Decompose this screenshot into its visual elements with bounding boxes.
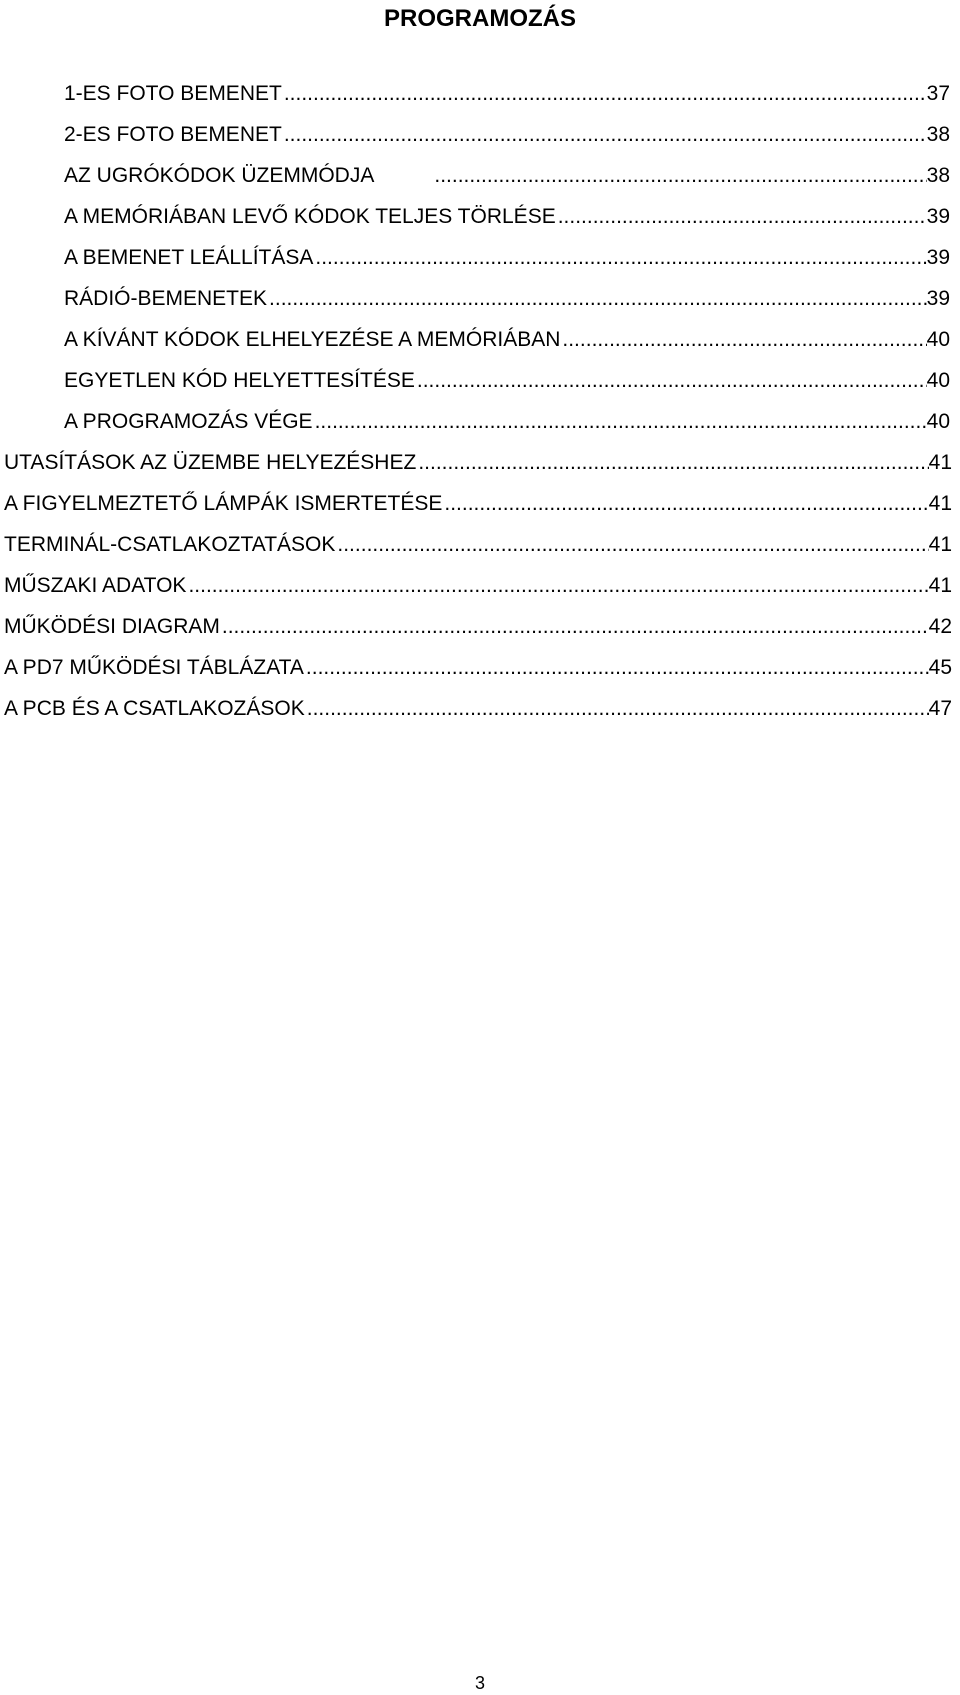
toc-entry-title: A PROGRAMOZÁS VÉGE — [64, 410, 313, 433]
toc-dot-leader — [558, 201, 927, 233]
toc-entry[interactable] — [4, 570, 952, 602]
toc-entry[interactable] — [64, 406, 950, 438]
toc-entry-page: 41 — [928, 574, 952, 597]
toc-entry[interactable] — [4, 529, 952, 561]
toc-entry-page: 38 — [926, 164, 950, 187]
toc-entry-page: 40 — [926, 369, 950, 392]
toc-entry[interactable] — [64, 365, 950, 397]
toc-dot-leader — [222, 611, 929, 643]
toc-entry-page: 39 — [926, 246, 950, 269]
toc-entry-page: 39 — [926, 205, 950, 228]
toc-dot-leader — [269, 283, 927, 315]
toc-entry[interactable] — [64, 242, 950, 274]
toc-dot-leader — [307, 693, 929, 725]
toc-entry[interactable] — [64, 78, 950, 110]
toc-entry-title: A PCB ÉS A CSATLAKOZÁSOK — [4, 697, 305, 720]
toc-entry-title: A BEMENET LEÁLLÍTÁSA — [64, 246, 314, 269]
toc-entry-title: EGYETLEN KÓD HELYETTESÍTÉSE — [64, 369, 415, 392]
toc-entry-page: 41 — [928, 451, 952, 474]
toc-entry[interactable] — [64, 160, 950, 192]
toc-entry-page: 41 — [928, 492, 952, 515]
toc-entry[interactable] — [64, 324, 950, 356]
toc-entry-page: 47 — [928, 697, 952, 720]
toc-dot-leader — [315, 406, 927, 438]
toc-entry-page: 42 — [928, 615, 952, 638]
toc-dot-leader — [284, 78, 927, 110]
toc-entry-title: RÁDIÓ-BEMENETEK — [64, 287, 268, 310]
toc-entry-title: A KÍVÁNT KÓDOK ELHELYEZÉSE A MEMÓRIÁBAN — [64, 328, 561, 351]
toc-entry-title: MŰSZAKI ADATOK — [4, 574, 187, 597]
toc-dot-leader — [315, 242, 926, 274]
toc-entry-page: 40 — [926, 328, 950, 351]
toc-entry-page: 40 — [926, 410, 950, 433]
toc-entry-title: A PD7 MŰKÖDÉSI TÁBLÁZATA — [4, 656, 304, 679]
toc-dot-leader — [284, 119, 927, 151]
toc-entry-title: A FIGYELMEZTETŐ LÁMPÁK ISMERTETÉSE — [4, 492, 443, 515]
toc-dot-leader — [444, 488, 928, 520]
page-number: 3 — [474, 1673, 485, 1693]
toc-entry-page: 41 — [928, 533, 952, 556]
toc-entry-title: UTASÍTÁSOK AZ ÜZEMBE HELYEZÉSHEZ — [4, 451, 417, 474]
toc-entry-page: 38 — [926, 123, 950, 146]
toc-entry[interactable] — [4, 693, 952, 725]
toc-entry[interactable] — [64, 201, 950, 233]
toc-entry-page: 37 — [926, 82, 950, 105]
table-of-contents — [0, 0, 960, 780]
toc-entry[interactable] — [4, 652, 952, 684]
toc-dot-leader — [562, 324, 926, 356]
toc-dot-leader — [306, 652, 929, 684]
toc-dot-leader — [434, 160, 926, 192]
toc-entry-title: A MEMÓRIÁBAN LEVŐ KÓDOK TELJES TÖRLÉSE — [64, 205, 556, 228]
toc-entry-page: 39 — [926, 287, 950, 310]
toc-dot-leader — [188, 570, 928, 602]
page-title: PROGRAMOZÁS — [384, 5, 576, 32]
toc-entry[interactable] — [4, 447, 952, 479]
toc-entry[interactable] — [4, 611, 952, 643]
toc-entry[interactable] — [4, 488, 952, 520]
toc-entry-title: AZ UGRÓKÓDOK ÜZEMMÓDJA — [64, 164, 375, 187]
toc-dot-leader — [418, 447, 928, 479]
toc-entry-page: 45 — [928, 656, 952, 679]
toc-entry-title: TERMINÁL-CSATLAKOZTATÁSOK — [4, 533, 336, 556]
toc-dot-leader — [417, 365, 927, 397]
toc-entry-title: 1-ES FOTO BEMENET — [64, 82, 282, 105]
toc-entry-title: 2-ES FOTO BEMENET — [64, 123, 282, 146]
toc-entry[interactable] — [64, 119, 950, 151]
toc-entry[interactable] — [64, 283, 950, 315]
toc-dot-leader — [337, 529, 928, 561]
toc-entry-title: MŰKÖDÉSI DIAGRAM — [4, 615, 220, 638]
